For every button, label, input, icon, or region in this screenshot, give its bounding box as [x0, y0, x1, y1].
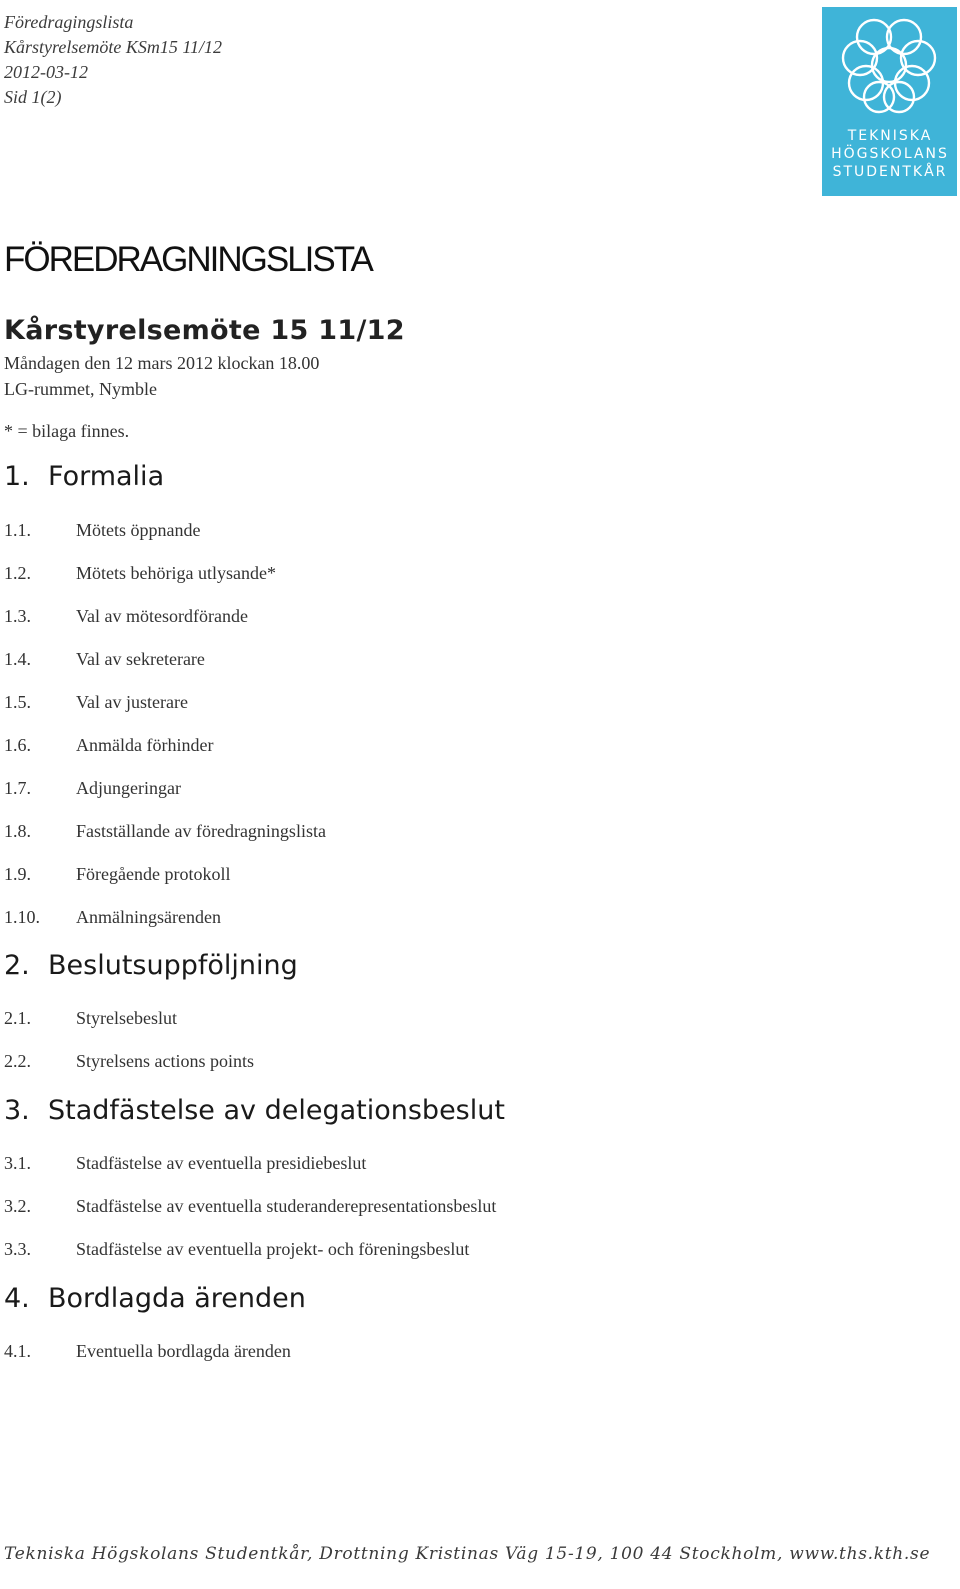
- item-text: Stadfästelse av eventuella studeranderepresentationsbeslut: [76, 1196, 497, 1216]
- item-number: 2.2.: [4, 1051, 31, 1071]
- item-number: 1.4.: [4, 649, 31, 669]
- section-title: Bordlagda ärenden: [48, 1283, 306, 1314]
- item-number: 1.1.: [4, 520, 31, 540]
- agenda-item: [4, 517, 200, 543]
- agenda-item: [4, 689, 188, 715]
- section-heading: [4, 950, 298, 981]
- section-number: 1.: [4, 461, 30, 492]
- agenda-item: [4, 646, 205, 672]
- item-number: 4.1.: [4, 1341, 31, 1361]
- agenda-item: [4, 1236, 469, 1262]
- section-title: Formalia: [48, 461, 165, 492]
- agenda-item: [4, 775, 181, 801]
- section-title: Stadfästelse av delegationsbeslut: [48, 1095, 505, 1126]
- header-meeting-id: Kårstyrelsemöte KSm15 11/12: [4, 37, 222, 57]
- item-text: Mötets behöriga utlysande*: [76, 563, 276, 583]
- item-text: Styrelsens actions points: [76, 1051, 254, 1071]
- meeting-place-line: LG-rummet, Nymble: [4, 379, 157, 399]
- item-text: Mötets öppnande: [76, 520, 201, 540]
- agenda-item: [4, 904, 221, 930]
- item-text: Val av mötesordförande: [76, 606, 248, 626]
- meeting-subtitle: Kårstyrelsemöte 15 11/12: [4, 315, 405, 346]
- item-number: 1.3.: [4, 606, 31, 626]
- agenda-item: [4, 1338, 291, 1364]
- section-heading: [4, 461, 164, 492]
- item-number: 3.2.: [4, 1196, 31, 1216]
- item-text: Styrelsebeslut: [76, 1008, 177, 1028]
- agenda-item: [4, 1048, 254, 1074]
- logo-text-line-1: TEKNISKA: [847, 128, 933, 144]
- logo-text-line-2: HÖGSKOLANS: [831, 146, 949, 162]
- section-number: 2.: [4, 950, 30, 981]
- agenda-item: [4, 818, 326, 844]
- logo-text-line-3: STUDENTKÅR: [832, 164, 948, 180]
- section-title: Beslutsuppföljning: [48, 950, 298, 981]
- document-header: [4, 10, 222, 110]
- agenda-item: [4, 1193, 496, 1219]
- item-text: Eventuella bordlagda ärenden: [76, 1341, 291, 1361]
- meeting-date-line: Måndagen den 12 mars 2012 klockan 18.00: [4, 353, 320, 373]
- item-number: 1.10.: [4, 907, 40, 927]
- header-date: 2012-03-12: [4, 62, 88, 82]
- agenda-item: [4, 1005, 177, 1031]
- section-number: 4.: [4, 1283, 30, 1314]
- ths-logo: [822, 7, 957, 196]
- item-number: 1.7.: [4, 778, 31, 798]
- item-text: Val av justerare: [76, 692, 188, 712]
- document-title: FÖREDRAGNINGSLISTA: [4, 240, 372, 279]
- item-number: 1.6.: [4, 735, 31, 755]
- item-text: Stadfästelse av eventuella projekt- och föreningsbeslut: [76, 1239, 470, 1259]
- section-number: 3.: [4, 1095, 30, 1126]
- attachment-note: * = bilaga finnes.: [4, 421, 130, 441]
- agenda-item: [4, 603, 248, 629]
- agenda-item: [4, 560, 276, 586]
- item-text: Adjungeringar: [76, 778, 181, 798]
- item-number: 3.1.: [4, 1153, 31, 1173]
- agenda-item: [4, 861, 230, 887]
- item-number: 1.2.: [4, 563, 31, 583]
- page-footer: Tekniska Högskolans Studentkår, Drottning Kristinas Väg 15-19, 100 44 Stockholm, www.ths.kth.se: [4, 1544, 931, 1564]
- item-number: 1.5.: [4, 692, 31, 712]
- section-heading: [4, 1283, 306, 1314]
- item-number: 2.1.: [4, 1008, 31, 1028]
- item-number: 3.3.: [4, 1239, 31, 1259]
- item-text: Anmälningsärenden: [76, 907, 221, 927]
- item-text: Stadfästelse av eventuella presidiebeslut: [76, 1153, 367, 1173]
- item-number: 1.9.: [4, 864, 31, 884]
- agenda-item: [4, 1150, 366, 1176]
- header-page-number: Sid 1(2): [4, 87, 62, 107]
- agenda-item: [4, 732, 213, 758]
- section-heading: [4, 1095, 505, 1126]
- item-text: Fastställande av föredragningslista: [76, 821, 326, 841]
- header-doc-type: Föredragingslista: [4, 12, 134, 32]
- item-number: 1.8.: [4, 821, 31, 841]
- item-text: Föregående protokoll: [76, 864, 231, 884]
- item-text: Anmälda förhinder: [76, 735, 214, 755]
- item-text: Val av sekreterare: [76, 649, 205, 669]
